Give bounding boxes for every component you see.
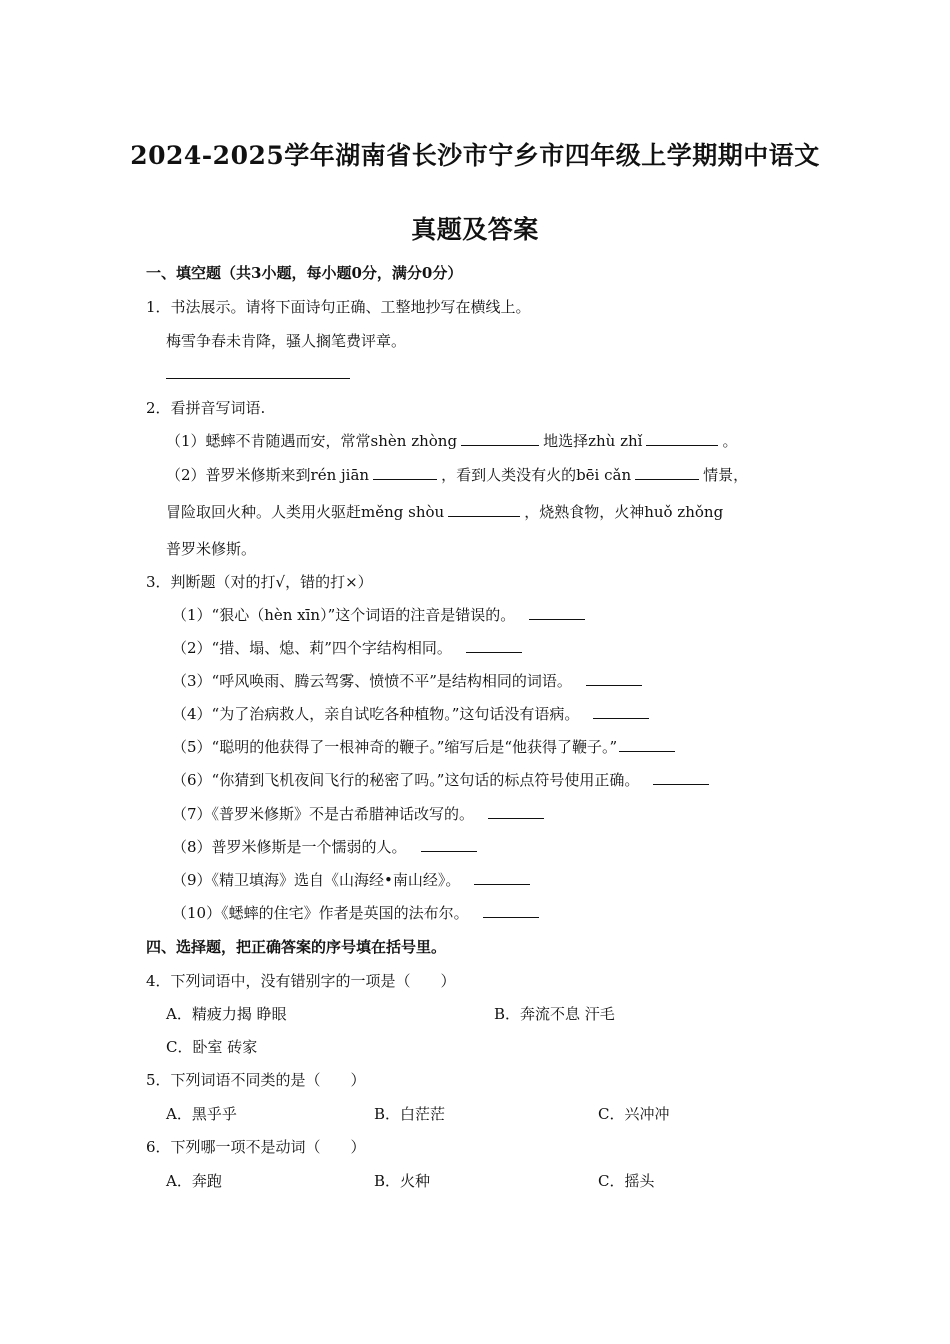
q6-option-c[interactable]: C．摇头 (598, 1172, 655, 1190)
q2-blank-4[interactable] (635, 465, 699, 480)
q4-option-c[interactable]: C．卧室 砖家 (166, 1038, 258, 1056)
q2-part2-text-c: 情景， (703, 466, 749, 484)
judge-item-text: （6）“你猜到飞机夜间飞行的秘密了吗。”这句话的标点符号使用正确。 (172, 771, 640, 789)
q4-option-b[interactable]: B．奔流不息 汗毛 (494, 1005, 615, 1023)
judge-item-1 (172, 605, 589, 625)
judge-item-text: （9）《精卫填海》选自《山海经•南山经》。 (172, 871, 461, 889)
question-3: 3．判断题（对的打√，错的打×） (146, 573, 373, 591)
question-1-answer-line[interactable] (166, 378, 350, 379)
q2-blank-3[interactable] (373, 465, 437, 480)
q2-blank-5[interactable] (448, 502, 520, 517)
judge-item-7 (172, 804, 548, 824)
judge-blank-4[interactable] (593, 704, 649, 719)
exam-title-line2: 真题及答案 (411, 215, 539, 244)
section4-heading: 四、选择题，把正确答案的序号填在括号里。 (146, 938, 447, 956)
judge-item-3 (172, 671, 646, 691)
exam-title-line1: 2024-2025学年湖南省长沙市宁乡市四年级上学期期中语文 (130, 141, 820, 170)
judge-blank-1[interactable] (529, 605, 585, 620)
judge-item-text: （2）“措、塌、熄、莉”四个字结构相同。 (172, 639, 452, 657)
q2-part1-text-a: （1）蟋蟀不肯随遇而安，常常shèn zhòng (166, 432, 458, 450)
q4-option-a[interactable]: A．精疲力揭 睁眼 (166, 1005, 287, 1023)
q5-option-b[interactable]: B．白茫茫 (374, 1105, 446, 1123)
question-5: 5．下列词语不同类的是（ ） (146, 1071, 366, 1089)
q2-blank-1[interactable] (461, 431, 539, 446)
judge-blank-6[interactable] (653, 770, 709, 785)
judge-item-text: （3）“呼风唤雨、腾云驾雾、愤愤不平”是结构相同的词语。 (172, 672, 572, 690)
judge-item-text: （5）“聪明的他获得了一根神奇的鞭子。”缩写后是“他获得了鞭子。” (172, 738, 618, 756)
judge-item-text: （4）“为了治病救人，亲自试吃各种植物。”这句话没有语病。 (172, 705, 580, 723)
judge-item-10 (172, 903, 543, 923)
q2-part3-text-b: ，烧熟食物，火神huǒ zhǒng (524, 503, 724, 521)
judge-item-text: （7）《普罗米修斯》不是古希腊神话改写的。 (172, 805, 475, 823)
question-1: 1．书法展示。请将下面诗句正确、工整地抄写在横线上。 (146, 298, 531, 316)
judge-blank-7[interactable] (488, 804, 544, 819)
question-4: 4．下列词语中，没有错别字的一项是（ ） (146, 972, 456, 990)
question-2-part4: 普罗米修斯。 (166, 540, 257, 558)
judge-item-text: （10）《蟋蟀的住宅》作者是英国的法布尔。 (172, 904, 469, 922)
judge-blank-9[interactable] (474, 870, 530, 885)
judge-item-6 (172, 770, 713, 790)
judge-blank-2[interactable] (466, 638, 522, 653)
judge-blank-3[interactable] (586, 671, 642, 686)
question-2: 2．看拼音写词语. (146, 399, 266, 417)
question-1-poem: 梅雪争春未肯降，骚人搁笔费评章。 (166, 332, 407, 350)
judge-blank-10[interactable] (483, 903, 539, 918)
question-6: 6．下列哪一项不是动词（ ） (146, 1138, 366, 1156)
judge-item-5 (172, 737, 679, 757)
judge-item-2 (172, 638, 526, 658)
section1-heading: 一、填空题（共3小题，每小题0分，满分0分） (146, 264, 463, 282)
q2-part1-text-c: 。 (722, 432, 738, 450)
q2-blank-2[interactable] (646, 431, 718, 446)
q5-option-c[interactable]: C．兴冲冲 (598, 1105, 670, 1123)
question-2-part3 (166, 502, 723, 522)
q5-option-a[interactable]: A．黑乎乎 (166, 1105, 237, 1123)
question-2-part2 (166, 465, 748, 485)
q2-part2-text-a: （2）普罗米修斯来到rén jiān (166, 466, 370, 484)
q2-part2-text-b: ，看到人类没有火的bēi cǎn (441, 466, 632, 484)
judge-item-text: （1）“狠心（hèn xīn）”这个词语的注音是错误的。 (172, 606, 516, 624)
judge-item-8 (172, 837, 481, 857)
judge-blank-5[interactable] (619, 737, 675, 752)
q6-option-b[interactable]: B．火种 (374, 1172, 431, 1190)
q2-part1-text-b: 地选择zhù zhǐ (543, 432, 643, 450)
judge-item-4 (172, 704, 653, 724)
question-2-part1 (166, 431, 737, 451)
q2-part3-text-a: 冒险取回火种。人类用火驱赶měng shòu (166, 503, 445, 521)
judge-blank-8[interactable] (421, 837, 477, 852)
judge-item-text: （8）普罗米修斯是一个懦弱的人。 (172, 838, 407, 856)
q6-option-a[interactable]: A．奔跑 (166, 1172, 222, 1190)
judge-item-9 (172, 870, 534, 890)
